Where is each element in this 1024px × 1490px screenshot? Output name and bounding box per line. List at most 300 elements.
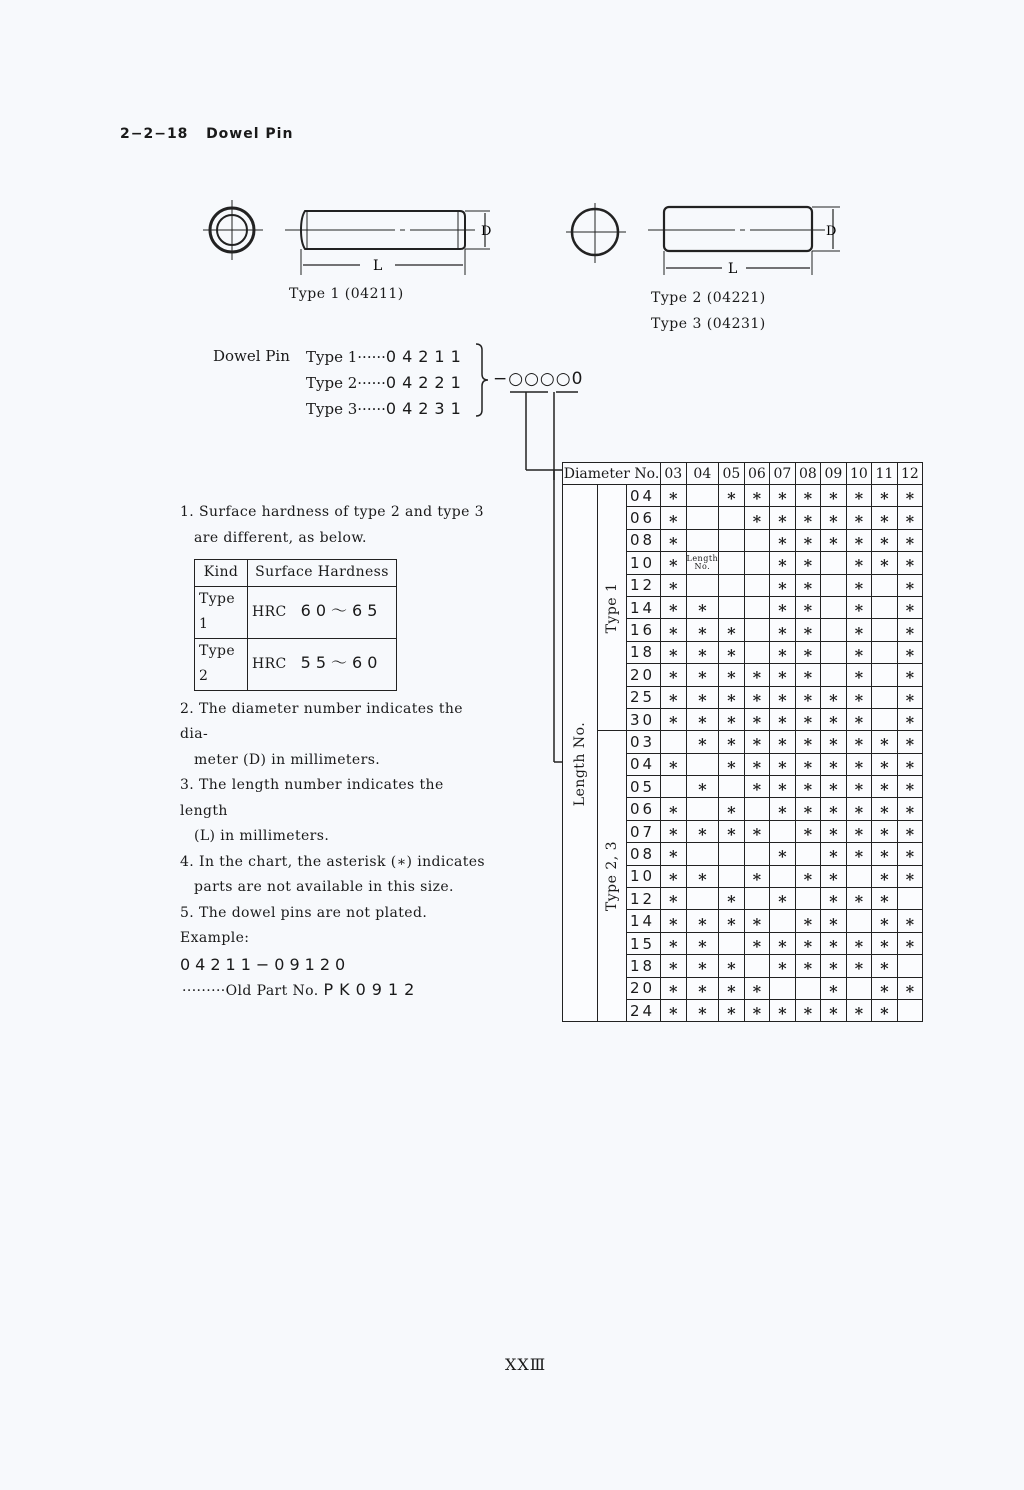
diameter-header: 05 — [719, 463, 745, 485]
availability-cell — [897, 888, 923, 910]
part-code-row: Type 2······04221 — [306, 373, 467, 392]
availability-cell — [846, 977, 872, 999]
length-number: 06 — [627, 507, 661, 529]
availability-cell — [770, 977, 796, 999]
availability-cell: ∗ — [770, 664, 796, 686]
table-row — [563, 731, 923, 753]
availability-cell: ∗ — [770, 999, 796, 1021]
part-code-label: Dowel Pin — [213, 347, 290, 365]
length-number: 10 — [627, 865, 661, 887]
type23-drawing — [560, 195, 860, 285]
availability-cell — [719, 574, 745, 596]
availability-cell: ∗ — [661, 977, 687, 999]
type23-side-view-icon — [648, 207, 840, 275]
availability-cell: ∗ — [744, 507, 770, 529]
availability-cell: ∗ — [897, 686, 923, 708]
availability-cell: ∗ — [686, 596, 719, 618]
availability-cell: ∗ — [770, 596, 796, 618]
availability-cell: ∗ — [872, 910, 898, 932]
availability-cell — [686, 507, 719, 529]
availability-cell: ∗ — [770, 529, 796, 551]
length-number: 07 — [627, 820, 661, 842]
availability-cell: ∗ — [821, 865, 847, 887]
availability-cell: ∗ — [846, 888, 872, 910]
availability-cell: ∗ — [846, 619, 872, 641]
availability-cell: ∗ — [795, 708, 821, 730]
availability-cell: ∗ — [846, 507, 872, 529]
availability-cell — [686, 843, 719, 865]
availability-cell: ∗ — [846, 932, 872, 954]
availability-cell: ∗ — [795, 529, 821, 551]
availability-cell: ∗ — [719, 686, 745, 708]
availability-cell: ∗ — [821, 708, 847, 730]
availability-cell — [686, 552, 719, 574]
availability-cell: ∗ — [686, 708, 719, 730]
availability-cell: ∗ — [744, 865, 770, 887]
note-2: 2. The diameter number indicates the dia- — [180, 700, 463, 742]
availability-cell: ∗ — [795, 753, 821, 775]
availability-cell: ∗ — [719, 977, 745, 999]
availability-cell — [821, 574, 847, 596]
availability-cell: ∗ — [872, 999, 898, 1021]
note-4: 4. In the chart, the asterisk (∗) indicates — [180, 853, 486, 870]
availability-cell: ∗ — [661, 552, 687, 574]
availability-cell: ∗ — [897, 977, 923, 999]
availability-cell: ∗ — [821, 999, 847, 1021]
availability-cell: ∗ — [661, 798, 687, 820]
availability-cell — [661, 731, 687, 753]
availability-cell: ∗ — [897, 798, 923, 820]
availability-cell: ∗ — [661, 641, 687, 663]
availability-cell: ∗ — [846, 843, 872, 865]
length-number: 15 — [627, 932, 661, 954]
availability-cell — [846, 865, 872, 887]
hardness-header-kind: Kind — [195, 560, 248, 587]
type-group-label — [598, 731, 627, 1022]
availability-cell — [770, 865, 796, 887]
note-1-cont: are different, as below. — [194, 529, 367, 546]
availability-cell: ∗ — [795, 552, 821, 574]
type1-dim-l: L — [373, 258, 383, 274]
availability-cell — [686, 529, 719, 551]
availability-cell: ∗ — [897, 753, 923, 775]
availability-cell: ∗ — [719, 798, 745, 820]
availability-cell: ∗ — [770, 798, 796, 820]
availability-cell: ∗ — [872, 888, 898, 910]
code-bracket-and-leaders — [470, 340, 590, 480]
diameter-header: 11 — [872, 463, 898, 485]
availability-cell: ∗ — [770, 641, 796, 663]
availability-cell: ∗ — [661, 664, 687, 686]
availability-cell: ∗ — [846, 664, 872, 686]
availability-cell: ∗ — [661, 753, 687, 775]
length-number: 08 — [627, 529, 661, 551]
availability-cell: ∗ — [661, 888, 687, 910]
length-number: 25 — [627, 686, 661, 708]
availability-cell: ∗ — [795, 596, 821, 618]
availability-cell: ∗ — [795, 776, 821, 798]
availability-cell: ∗ — [686, 999, 719, 1021]
availability-cell: ∗ — [897, 820, 923, 842]
availability-cell: ∗ — [897, 910, 923, 932]
availability-cell: ∗ — [770, 485, 796, 507]
availability-cell: ∗ — [897, 641, 923, 663]
availability-cell: ∗ — [770, 731, 796, 753]
availability-cell — [686, 574, 719, 596]
availability-cell: ∗ — [719, 619, 745, 641]
length-number: 06 — [627, 798, 661, 820]
availability-cell: ∗ — [686, 932, 719, 954]
hardness-row: Type 2 HRC 55〜60 — [195, 638, 397, 690]
availability-cell: ∗ — [661, 596, 687, 618]
availability-cell: ∗ — [846, 820, 872, 842]
availability-cell: ∗ — [872, 798, 898, 820]
table-row — [563, 485, 923, 507]
table-header-row — [563, 463, 923, 485]
availability-cell: ∗ — [846, 529, 872, 551]
availability-cell: ∗ — [821, 731, 847, 753]
availability-table — [562, 462, 923, 1022]
availability-cell: ∗ — [795, 910, 821, 932]
diameter-header: 09 — [821, 463, 847, 485]
type-group-label — [598, 485, 627, 731]
availability-cell: ∗ — [846, 686, 872, 708]
availability-cell: ∗ — [897, 776, 923, 798]
availability-cell — [897, 999, 923, 1021]
availability-cell: ∗ — [661, 686, 687, 708]
availability-cell: ∗ — [795, 955, 821, 977]
availability-cell — [795, 843, 821, 865]
availability-cell: ∗ — [719, 753, 745, 775]
availability-cell: ∗ — [744, 485, 770, 507]
availability-cell: ∗ — [661, 574, 687, 596]
availability-cell: ∗ — [770, 932, 796, 954]
availability-cell: ∗ — [686, 664, 719, 686]
length-number: 14 — [627, 910, 661, 932]
availability-cell: ∗ — [686, 955, 719, 977]
availability-cell: ∗ — [846, 999, 872, 1021]
availability-cell: ∗ — [744, 977, 770, 999]
diameter-header: 12 — [897, 463, 923, 485]
availability-cell: ∗ — [872, 932, 898, 954]
availability-cell: ∗ — [795, 932, 821, 954]
length-number: 16 — [627, 619, 661, 641]
availability-cell: ∗ — [770, 708, 796, 730]
availability-cell — [872, 664, 898, 686]
availability-cell: ∗ — [846, 596, 872, 618]
availability-cell: ∗ — [821, 888, 847, 910]
availability-cell — [872, 708, 898, 730]
availability-cell — [744, 574, 770, 596]
availability-cell: ∗ — [795, 798, 821, 820]
availability-cell: ∗ — [821, 686, 847, 708]
availability-cell: ∗ — [770, 888, 796, 910]
availability-cell — [719, 507, 745, 529]
availability-cell: ∗ — [686, 619, 719, 641]
availability-cell: ∗ — [719, 910, 745, 932]
availability-cell: ∗ — [744, 664, 770, 686]
availability-cell — [821, 664, 847, 686]
availability-cell — [770, 820, 796, 842]
availability-cell: ∗ — [872, 552, 898, 574]
availability-cell: ∗ — [744, 999, 770, 1021]
availability-cell — [686, 753, 719, 775]
availability-cell: ∗ — [719, 999, 745, 1021]
diameter-header: 08 — [795, 463, 821, 485]
availability-cell: ∗ — [846, 708, 872, 730]
availability-cell: ∗ — [897, 619, 923, 641]
note-2-cont: meter (D) in millimeters. — [194, 751, 381, 768]
availability-cell — [872, 686, 898, 708]
availability-cell — [744, 552, 770, 574]
hardness-row: Type 1 HRC 60〜65 — [195, 586, 397, 638]
availability-cell: ∗ — [686, 865, 719, 887]
availability-cell: ∗ — [686, 820, 719, 842]
availability-cell: ∗ — [770, 619, 796, 641]
type2-caption: Type 2 (04221) — [651, 290, 766, 306]
type1-dim-d: D — [481, 224, 492, 239]
availability-cell: ∗ — [872, 753, 898, 775]
old-part-line: ·········Old Part No. PK0912 — [182, 980, 421, 999]
length-number: 10 — [627, 552, 661, 574]
availability-cell: ∗ — [795, 619, 821, 641]
availability-cell: ∗ — [686, 910, 719, 932]
availability-cell: ∗ — [744, 708, 770, 730]
availability-cell — [821, 596, 847, 618]
availability-cell: ∗ — [846, 552, 872, 574]
availability-cell — [719, 932, 745, 954]
length-number: 14 — [627, 596, 661, 618]
length-number: 05 — [627, 776, 661, 798]
length-number: 04 — [627, 753, 661, 775]
availability-cell — [795, 977, 821, 999]
availability-cell: ∗ — [846, 776, 872, 798]
availability-cell: ∗ — [821, 910, 847, 932]
availability-cell: ∗ — [795, 731, 821, 753]
availability-cell: ∗ — [661, 820, 687, 842]
diameter-header: 03 — [661, 463, 687, 485]
availability-cell — [719, 865, 745, 887]
availability-cell: ∗ — [719, 731, 745, 753]
availability-cell: ∗ — [897, 507, 923, 529]
brace-icon — [476, 344, 488, 416]
availability-cell — [719, 776, 745, 798]
availability-cell: ∗ — [719, 955, 745, 977]
availability-cell: ∗ — [821, 955, 847, 977]
availability-cell: ∗ — [897, 731, 923, 753]
availability-cell: ∗ — [897, 552, 923, 574]
availability-cell — [872, 574, 898, 596]
availability-cell: ∗ — [719, 708, 745, 730]
availability-cell — [872, 619, 898, 641]
availability-cell: ∗ — [872, 843, 898, 865]
availability-cell — [744, 888, 770, 910]
page-number: XXⅢ — [505, 1355, 547, 1374]
availability-cell: ∗ — [744, 753, 770, 775]
availability-cell — [744, 798, 770, 820]
availability-cell: ∗ — [897, 574, 923, 596]
availability-cell: ∗ — [770, 507, 796, 529]
availability-cell: ∗ — [872, 731, 898, 753]
availability-cell — [744, 619, 770, 641]
availability-cell: ∗ — [872, 529, 898, 551]
availability-cell: ∗ — [872, 955, 898, 977]
availability-cell: ∗ — [719, 485, 745, 507]
availability-cell: ∗ — [821, 507, 847, 529]
length-number: 08 — [627, 843, 661, 865]
section-number: 2−2−18 — [120, 126, 189, 142]
availability-cell: ∗ — [821, 977, 847, 999]
notes — [180, 500, 490, 1005]
availability-cell: ∗ — [770, 955, 796, 977]
availability-cell: ∗ — [821, 529, 847, 551]
availability-cell: ∗ — [795, 485, 821, 507]
example-code: 04211−09120 — [180, 954, 351, 974]
availability-cell — [719, 596, 745, 618]
availability-cell: ∗ — [821, 798, 847, 820]
type1-caption: Type 1 (04211) — [289, 286, 404, 302]
length-number: 03 — [627, 731, 661, 753]
availability-cell: ∗ — [897, 843, 923, 865]
availability-cell: ∗ — [661, 708, 687, 730]
availability-cell: ∗ — [795, 507, 821, 529]
length-number: 30 — [627, 708, 661, 730]
availability-cell: ∗ — [719, 888, 745, 910]
availability-cell — [744, 641, 770, 663]
hardness-table — [194, 559, 397, 691]
availability-cell: ∗ — [661, 932, 687, 954]
availability-cell: ∗ — [821, 485, 847, 507]
type1-drawing — [195, 185, 505, 285]
availability-cell — [686, 798, 719, 820]
availability-cell: ∗ — [872, 977, 898, 999]
length-no-label — [563, 485, 598, 1022]
availability-cell: ∗ — [795, 686, 821, 708]
availability-cell: ∗ — [846, 485, 872, 507]
availability-cell: ∗ — [770, 843, 796, 865]
availability-cell: ∗ — [821, 776, 847, 798]
availability-cell: ∗ — [846, 574, 872, 596]
length-number: 18 — [627, 955, 661, 977]
availability-cell: ∗ — [795, 641, 821, 663]
availability-cell: ∗ — [897, 708, 923, 730]
type23-dim-d: D — [826, 224, 837, 239]
type1-end-view-icon — [203, 200, 263, 260]
availability-cell: ∗ — [686, 731, 719, 753]
length-number: 20 — [627, 664, 661, 686]
availability-cell: ∗ — [770, 686, 796, 708]
availability-cell: ∗ — [846, 753, 872, 775]
availability-cell: ∗ — [846, 641, 872, 663]
availability-cell: ∗ — [744, 820, 770, 842]
availability-cell: ∗ — [661, 910, 687, 932]
availability-cell — [686, 888, 719, 910]
part-code-row: Type 3······04231 — [306, 399, 467, 418]
code-suffix: −○○○○0 — [493, 369, 584, 389]
length-no-label-text: Length No. — [572, 721, 588, 807]
availability-cell: ∗ — [770, 776, 796, 798]
availability-cell — [661, 776, 687, 798]
type1-side-view-icon — [285, 211, 490, 275]
inline-length-no-label: Length No. — [686, 553, 719, 571]
availability-cell — [872, 596, 898, 618]
availability-cell: ∗ — [821, 753, 847, 775]
availability-cell: ∗ — [744, 932, 770, 954]
availability-cell: ∗ — [795, 865, 821, 887]
type3-caption: Type 3 (04231) — [651, 316, 766, 332]
availability-cell: ∗ — [686, 977, 719, 999]
availability-cell: ∗ — [872, 820, 898, 842]
type-group-label-text: Type 2, 3 — [604, 841, 620, 912]
diameter-header: 06 — [744, 463, 770, 485]
availability-cell: ∗ — [821, 820, 847, 842]
diameter-header: 04 — [686, 463, 719, 485]
example-label: Example: — [180, 930, 250, 946]
availability-cell: ∗ — [795, 574, 821, 596]
availability-cell: ∗ — [770, 753, 796, 775]
availability-cell: ∗ — [686, 776, 719, 798]
diameter-header: 10 — [846, 463, 872, 485]
length-number: 24 — [627, 999, 661, 1021]
availability-cell — [744, 843, 770, 865]
note-1: 1. Surface hardness of type 2 and type 3 — [180, 504, 484, 520]
diameter-header: 07 — [770, 463, 796, 485]
availability-cell: ∗ — [897, 664, 923, 686]
availability-cell — [846, 910, 872, 932]
availability-cell: ∗ — [795, 664, 821, 686]
availability-cell: ∗ — [661, 619, 687, 641]
corner-header: Diameter No. — [563, 463, 661, 485]
availability-cell: ∗ — [897, 865, 923, 887]
availability-cell: ∗ — [744, 731, 770, 753]
availability-cell: ∗ — [846, 955, 872, 977]
hardness-header-value: Surface Hardness — [248, 560, 397, 587]
availability-cell: ∗ — [661, 955, 687, 977]
availability-cell: ∗ — [744, 910, 770, 932]
availability-cell: ∗ — [846, 798, 872, 820]
availability-cell — [744, 955, 770, 977]
availability-cell: ∗ — [661, 529, 687, 551]
availability-cell: ∗ — [897, 485, 923, 507]
availability-cell: ∗ — [795, 820, 821, 842]
availability-cell — [719, 843, 745, 865]
type23-end-view-icon — [566, 203, 626, 263]
note-4-cont: parts are not available in this size. — [194, 879, 454, 895]
availability-cell: ∗ — [821, 843, 847, 865]
type-group-label-text: Type 1 — [604, 582, 620, 634]
availability-cell: ∗ — [661, 865, 687, 887]
availability-cell — [872, 641, 898, 663]
availability-cell — [686, 485, 719, 507]
availability-cell: ∗ — [897, 596, 923, 618]
availability-cell: ∗ — [770, 574, 796, 596]
availability-cell: ∗ — [744, 686, 770, 708]
length-number: 12 — [627, 888, 661, 910]
note-3-cont: (L) in millimeters. — [194, 828, 330, 844]
section-title — [120, 126, 293, 142]
availability-cell: ∗ — [686, 686, 719, 708]
length-number: 20 — [627, 977, 661, 999]
availability-cell: ∗ — [661, 999, 687, 1021]
availability-cell: ∗ — [872, 776, 898, 798]
availability-cell: ∗ — [846, 731, 872, 753]
availability-cell: ∗ — [821, 932, 847, 954]
length-number: 04 — [627, 485, 661, 507]
availability-cell: ∗ — [686, 641, 719, 663]
availability-cell — [770, 910, 796, 932]
section-name: Dowel Pin — [206, 126, 294, 142]
availability-cell — [719, 552, 745, 574]
